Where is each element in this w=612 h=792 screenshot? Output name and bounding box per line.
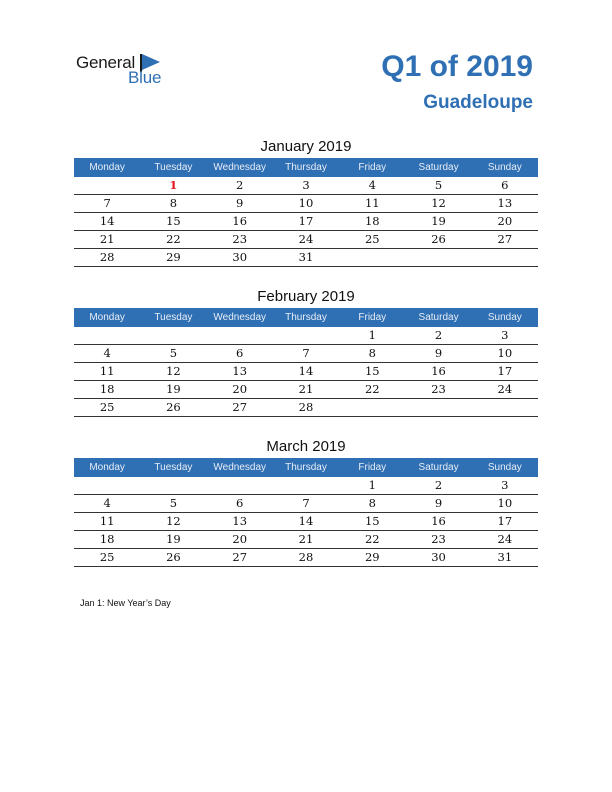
weekday-header: Friday <box>358 312 387 323</box>
day-cell: 27 <box>232 400 248 414</box>
day-cell: 2 <box>434 478 443 492</box>
weekday-header-row <box>74 158 538 177</box>
day-cell: 17 <box>298 214 314 228</box>
day-cell: 8 <box>368 496 376 510</box>
day-cell: 28 <box>99 250 115 264</box>
weekday-header: Friday <box>358 162 387 173</box>
day-cell <box>273 327 339 344</box>
day-cell: 6 <box>501 178 509 192</box>
day-cell: 21 <box>298 382 314 396</box>
day-cell: 1 <box>368 478 376 492</box>
week-row <box>74 231 538 249</box>
weekday-header-row <box>74 458 538 477</box>
week-row <box>74 249 538 267</box>
day-cell: 14 <box>99 214 115 228</box>
day-cell: 14 <box>298 364 314 378</box>
month-title: February 2019 <box>257 288 355 305</box>
day-cell: 26 <box>431 232 446 246</box>
week-row <box>74 177 538 195</box>
day-cell <box>273 477 339 494</box>
week-row <box>74 477 538 495</box>
day-cell: 22 <box>364 382 380 396</box>
day-cell: 11 <box>364 196 380 210</box>
day-cell: 9 <box>434 496 443 510</box>
week-row <box>74 513 538 531</box>
weekday-header: Wednesday <box>213 462 267 473</box>
day-cell: 26 <box>166 400 181 414</box>
week-row <box>74 549 538 567</box>
day-cell <box>405 249 471 266</box>
logo-word-blue: Blue <box>128 68 162 87</box>
day-cell <box>339 399 405 416</box>
day-cell: 17 <box>497 364 513 378</box>
day-cell: 27 <box>497 232 513 246</box>
day-cell <box>207 327 273 344</box>
day-cell: 23 <box>431 532 446 546</box>
weekday-header: Wednesday <box>213 312 267 323</box>
day-cell: 8 <box>368 346 376 360</box>
day-cell: 3 <box>501 478 509 492</box>
page-title: Q1 of 2019 <box>381 50 533 83</box>
weekday-header: Saturday <box>418 162 459 173</box>
day-cell: 5 <box>169 496 178 510</box>
day-cell: 28 <box>298 550 314 564</box>
week-row <box>74 381 538 399</box>
region-subtitle: Guadeloupe <box>423 92 533 113</box>
day-cell: 18 <box>364 214 380 228</box>
day-cell: 14 <box>298 514 314 528</box>
day-cell: 24 <box>298 232 314 246</box>
day-cell: 23 <box>431 382 446 396</box>
day-cell: 3 <box>501 328 509 342</box>
day-cell: 25 <box>364 232 380 246</box>
day-cell: 10 <box>497 346 513 360</box>
weekday-header: Sunday <box>487 162 522 173</box>
day-cell: 9 <box>236 196 244 210</box>
weekday-header: Friday <box>358 462 387 473</box>
weekday-header: Thursday <box>285 462 327 473</box>
day-cell: 11 <box>99 514 115 528</box>
day-cell <box>140 477 206 494</box>
day-cell: 27 <box>232 550 248 564</box>
holiday-notes <box>80 598 171 608</box>
day-cell: 16 <box>431 364 446 378</box>
day-cell: 15 <box>166 214 181 228</box>
day-cell: 9 <box>434 346 443 360</box>
day-cell: 31 <box>298 250 314 264</box>
day-cell: 4 <box>103 496 111 510</box>
day-cell <box>339 249 405 266</box>
day-cell: 19 <box>166 532 181 546</box>
day-cell: 23 <box>232 232 248 246</box>
day-cell <box>472 399 538 416</box>
month-title: March 2019 <box>266 438 346 455</box>
day-cell: 5 <box>169 346 178 360</box>
day-cell: 12 <box>166 364 181 378</box>
weekday-header: Tuesday <box>154 462 193 473</box>
day-cell: 13 <box>232 514 248 528</box>
day-cell: 18 <box>99 382 115 396</box>
weekday-header: Sunday <box>487 462 522 473</box>
day-cell <box>140 327 206 344</box>
week-row <box>74 327 538 345</box>
holiday-note: Jan 1: New Year’s Day <box>80 598 171 608</box>
weekday-header: Thursday <box>285 162 327 173</box>
day-cell: 10 <box>298 196 314 210</box>
day-cell: 15 <box>364 364 380 378</box>
day-cell: 4 <box>103 346 111 360</box>
day-cell: 7 <box>302 496 310 510</box>
day-cell <box>207 477 273 494</box>
day-cell: 2 <box>434 328 443 342</box>
day-cell: 24 <box>497 532 513 546</box>
day-cell: 21 <box>99 232 115 246</box>
day-cell: 13 <box>232 364 248 378</box>
day-cell: 28 <box>298 400 314 414</box>
day-cell: 12 <box>431 196 446 210</box>
day-cell: 26 <box>166 550 181 564</box>
day-cell <box>472 249 538 266</box>
day-cell: 25 <box>99 400 115 414</box>
day-cell: 21 <box>298 532 314 546</box>
day-cell: 5 <box>434 178 443 192</box>
day-cell: 6 <box>236 496 244 510</box>
day-cell: 19 <box>431 214 446 228</box>
day-cell: 19 <box>166 382 181 396</box>
day-cell <box>405 399 471 416</box>
weekday-header: Monday <box>89 162 125 173</box>
day-cell: 20 <box>497 214 513 228</box>
week-row <box>74 363 538 381</box>
day-cell: 1 <box>368 328 376 342</box>
day-cell <box>74 327 140 344</box>
day-cell: 18 <box>99 532 115 546</box>
day-cell: 15 <box>364 514 380 528</box>
week-row <box>74 345 538 363</box>
week-row <box>74 213 538 231</box>
weekday-header: Wednesday <box>213 162 267 173</box>
week-row <box>74 195 538 213</box>
day-cell: 16 <box>431 514 446 528</box>
day-cell <box>74 177 140 194</box>
day-cell: 22 <box>166 232 181 246</box>
day-cell: 4 <box>368 178 376 192</box>
day-cell: 31 <box>497 550 513 564</box>
day-cell: 16 <box>232 214 248 228</box>
weekday-header: Tuesday <box>154 162 193 173</box>
week-row <box>74 399 538 417</box>
week-row <box>74 531 538 549</box>
month-title: January 2019 <box>260 138 352 155</box>
day-cell <box>74 477 140 494</box>
day-cell: 29 <box>166 250 181 264</box>
day-cell: 22 <box>364 532 380 546</box>
weekday-header: Saturday <box>418 312 459 323</box>
generalblue-logo <box>76 52 186 92</box>
month-block-february <box>74 286 538 417</box>
weekday-header: Sunday <box>487 312 522 323</box>
day-cell: 30 <box>232 250 248 264</box>
logo-word-general: General <box>76 53 136 72</box>
day-cell: 10 <box>497 496 513 510</box>
weekday-header: Monday <box>89 462 125 473</box>
month-block-march <box>74 436 538 567</box>
day-cell: 12 <box>166 514 181 528</box>
day-cell: 2 <box>236 178 244 192</box>
week-row <box>74 495 538 513</box>
day-cell: 13 <box>497 196 513 210</box>
day-cell: 7 <box>302 346 310 360</box>
month-block-january <box>74 136 538 267</box>
day-cell: 11 <box>99 364 115 378</box>
weekday-header: Thursday <box>285 312 327 323</box>
day-cell: 30 <box>431 550 446 564</box>
holiday-day-cell: 1 <box>169 178 178 192</box>
day-cell: 24 <box>497 382 513 396</box>
day-cell: 25 <box>99 550 115 564</box>
day-cell: 20 <box>232 532 248 546</box>
weekday-header: Monday <box>89 312 125 323</box>
day-cell: 17 <box>497 514 513 528</box>
day-cell: 6 <box>236 346 244 360</box>
day-cell: 29 <box>364 550 380 564</box>
day-cell: 8 <box>169 196 178 210</box>
day-cell: 7 <box>103 196 111 210</box>
weekday-header-row <box>74 308 538 327</box>
day-cell: 3 <box>302 178 310 192</box>
weekday-header: Saturday <box>418 462 459 473</box>
weekday-header: Tuesday <box>154 312 193 323</box>
day-cell: 20 <box>232 382 248 396</box>
